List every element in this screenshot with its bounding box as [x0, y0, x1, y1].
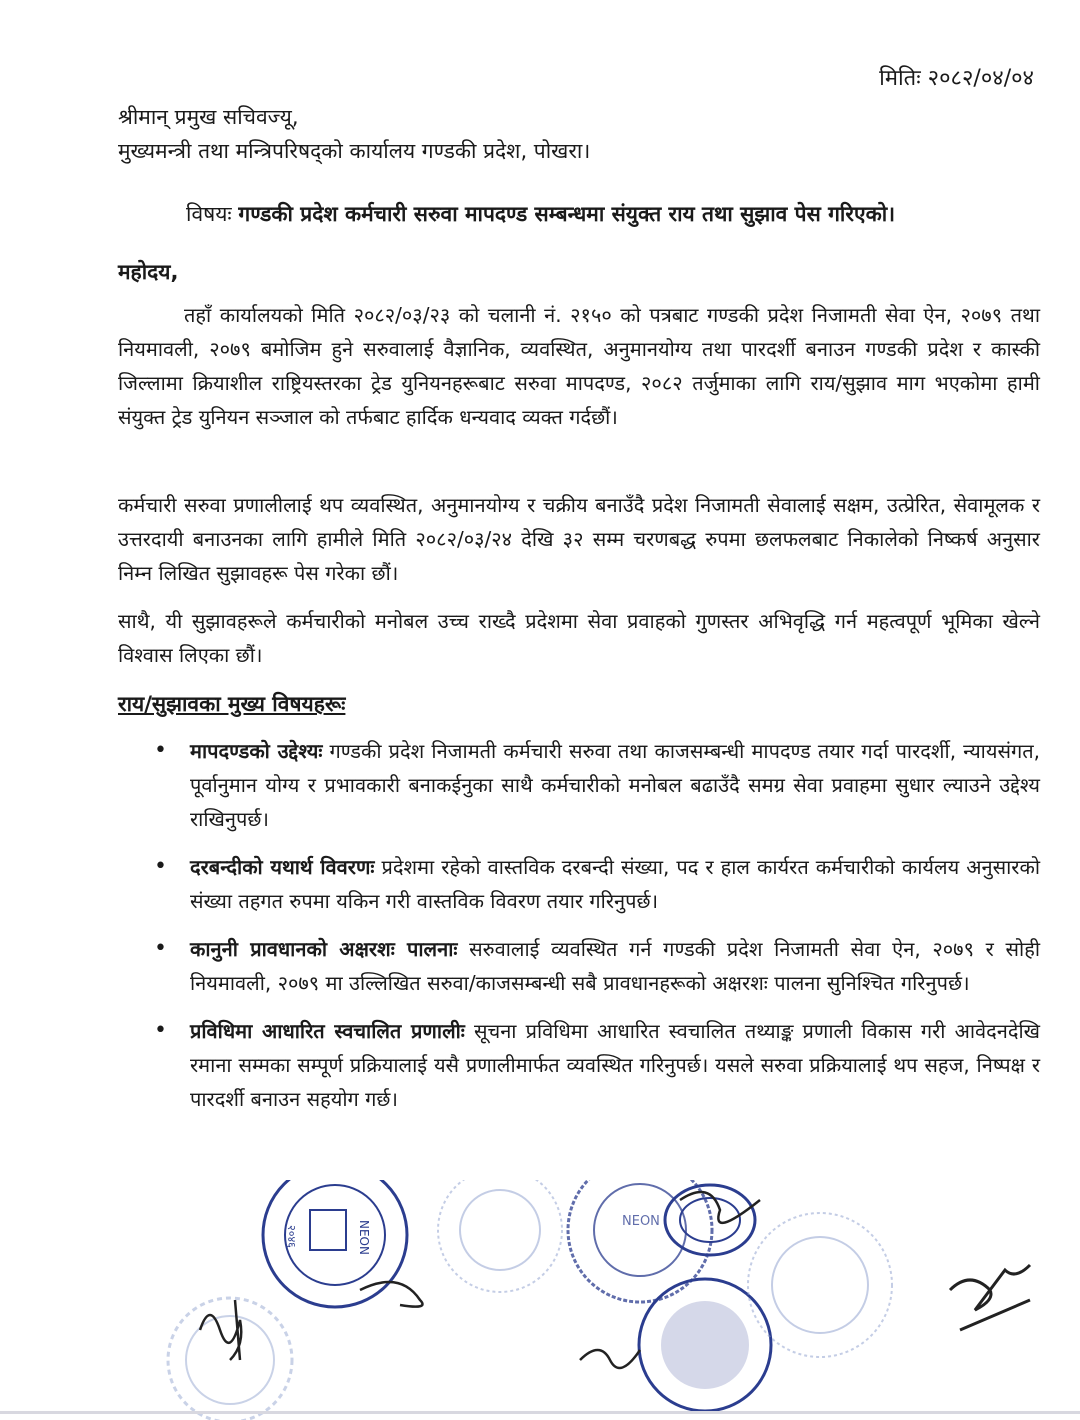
addressee-title: श्रीमान् प्रमुख सचिवज्यू,	[118, 105, 299, 129]
bullet-dot: •	[154, 738, 167, 763]
subject-text: गण्डकी प्रदेश कर्मचारी सरुवा मापदण्ड सम्बन्धमा संयुक्त राय तथा सुझाव पेस गरिएको।	[238, 202, 896, 226]
point-text: प्रदेशमा रहेको वास्तविक दरबन्दी संख्या, पद र हाल कार्यरत कर्मचारीको कार्यलय अनुसारको संख्या तहगत रुपमा यकिन गरी वास्तविक विवरण तयार गरिनुपर्छ।	[190, 855, 1040, 913]
point-text: सरुवालाई व्यवस्थित गर्न गण्डकी प्रदेश निजामती सेवा ऐन, २०७९ र सोही नियमावली, २०७९ मा उल्लिखित सरुवा/काजसम्बन्धी सबै प्रावधानहरूको अक्षरशः पालना सुनिश्चित गरिनुपर्छ।	[190, 937, 1041, 995]
list-item	[150, 734, 1040, 836]
list-item	[150, 850, 1040, 918]
paragraph-belief: साथै, यी सुझावहरूले कर्मचारीको मनोबल उच्च राख्दै प्रदेशमा सेवा प्रवाहको गुणस्तर अभिवृद्धि गर्न महत्वपूर्ण भूमिका खेल्ने विश्वास लिएका छौं।	[118, 609, 1040, 667]
subject-label: विषयः	[186, 202, 232, 226]
bullet-dot: •	[154, 1018, 167, 1043]
point-title: दरबन्दीको यथार्थ विवरणः	[190, 855, 375, 879]
point-text: गण्डकी प्रदेश निजामती कर्मचारी सरुवा तथा काजसम्बन्धी मापदण्ड तयार गर्दा पारदर्शी, न्यायसंगत, पूर्वानुमान योग्य र प्रभावकारी बनाकईनुका साथै कर्मचारीको मनोबल बढाउँदै समग्र सेवा प्रवाहमा सुधार ल्याउने उद्देश्य राखिनुपर्छ।	[190, 739, 1041, 831]
signatures-and-seals	[160, 1180, 1060, 1420]
faded-seal-right	[748, 1213, 892, 1357]
salutation: महोदय,	[118, 260, 179, 284]
signature-5	[950, 1265, 1030, 1330]
round-seal-center	[568, 1180, 712, 1302]
seal-abbr: NEON	[357, 1220, 371, 1255]
point-title: प्रविधिमा आधारित स्वचालित प्रणालीः	[190, 1019, 465, 1043]
point-title: मापदण्डको उद्देश्यः	[190, 739, 323, 763]
signature-1	[200, 1300, 241, 1360]
bullet-dot: •	[154, 854, 167, 879]
page-bottom-divider	[0, 1411, 1080, 1414]
neon-seal	[263, 1180, 407, 1307]
point-title: कानुनी प्रावधानको अक्षरशः पालनाः	[190, 937, 458, 961]
bullet-dot: •	[154, 936, 167, 961]
point-text: सूचना प्रविधिमा आधारित स्वचालित तथ्याङ्क प्रणाली विकास गरी आवेदनदेखि रमाना सम्मका सम्पूर्ण प्रक्रियालाई यसै प्रणालीमार्फत व्यवस्थित गरिनुपर्छ। यसले सरुवा प्रक्रियालाई थप सहज, निष्पक्ष र पारदर्शी बनाउन सहयोग गर्छ।	[190, 1019, 1041, 1111]
suggestion-list	[150, 734, 1040, 1130]
addressee-block	[118, 100, 590, 168]
signature-2	[360, 1282, 423, 1307]
seal-year: २०४६	[285, 1225, 298, 1248]
addressee-office: मुख्यमन्त्री तथा मन्त्रिपरिषद्को कार्यालय गण्डकी प्रदेश, पोखरा।	[118, 139, 591, 163]
signature-4	[580, 1350, 640, 1368]
list-item	[150, 932, 1040, 1000]
list-item	[150, 1014, 1040, 1116]
date-line: मितिः २०८२/०४/०४	[879, 66, 1034, 91]
seal-abbr-2: NEON	[622, 1214, 660, 1229]
subject-line	[186, 200, 1016, 228]
blue-seal-bottom	[639, 1279, 771, 1411]
faded-seal-middle	[438, 1180, 562, 1292]
signature-3	[680, 1192, 760, 1223]
points-heading: राय/सुझावका मुख्य विषयहरूः	[118, 692, 346, 716]
paragraph-purpose: कर्मचारी सरुवा प्रणालीलाई थप व्यवस्थित, अनुमानयोग्य र चक्रीय बनाउँदै प्रदेश निजामती सेवालाई सक्षम, उत्प्रेरित, सेवामूलक र उत्तरदायी बनाउनका लागि हामीले मिति २०८२/०३/२४ देखि ३२ सम्म चरणबद्ध रुपमा छलफलबाट निकालेको निष्कर्ष अनुसार निम्न लिखित सुझावहरू पेस गरेका छौं।	[118, 493, 1040, 585]
paragraph-intro: तहाँ कार्यालयको मिति २०८२/०३/२३ को चलानी नं. २१५० को पत्रबाट गण्डकी प्रदेश निजामती सेवा ऐन, २०७९ तथा नियमावली, २०७९ बमोजिम हुने सरुवालाई वैज्ञानिक, व्यवस्थित, अनुमानयोग्य तथा पारदर्शी बनाउन गण्डकी प्रदेश र कास्की जिल्लामा क्रियाशील राष्ट्रियस्तरका ट्रेड युनियनहरूबाट सरुवा मापदण्ड, २०८२ तर्जुमाका लागि राय/सुझाव माग भएकोमा हामी संयुक्त ट्रेड युनियन सञ्जाल को तर्फबाट हार्दिक धन्यवाद व्यक्त गर्दछौं।	[118, 303, 1040, 429]
